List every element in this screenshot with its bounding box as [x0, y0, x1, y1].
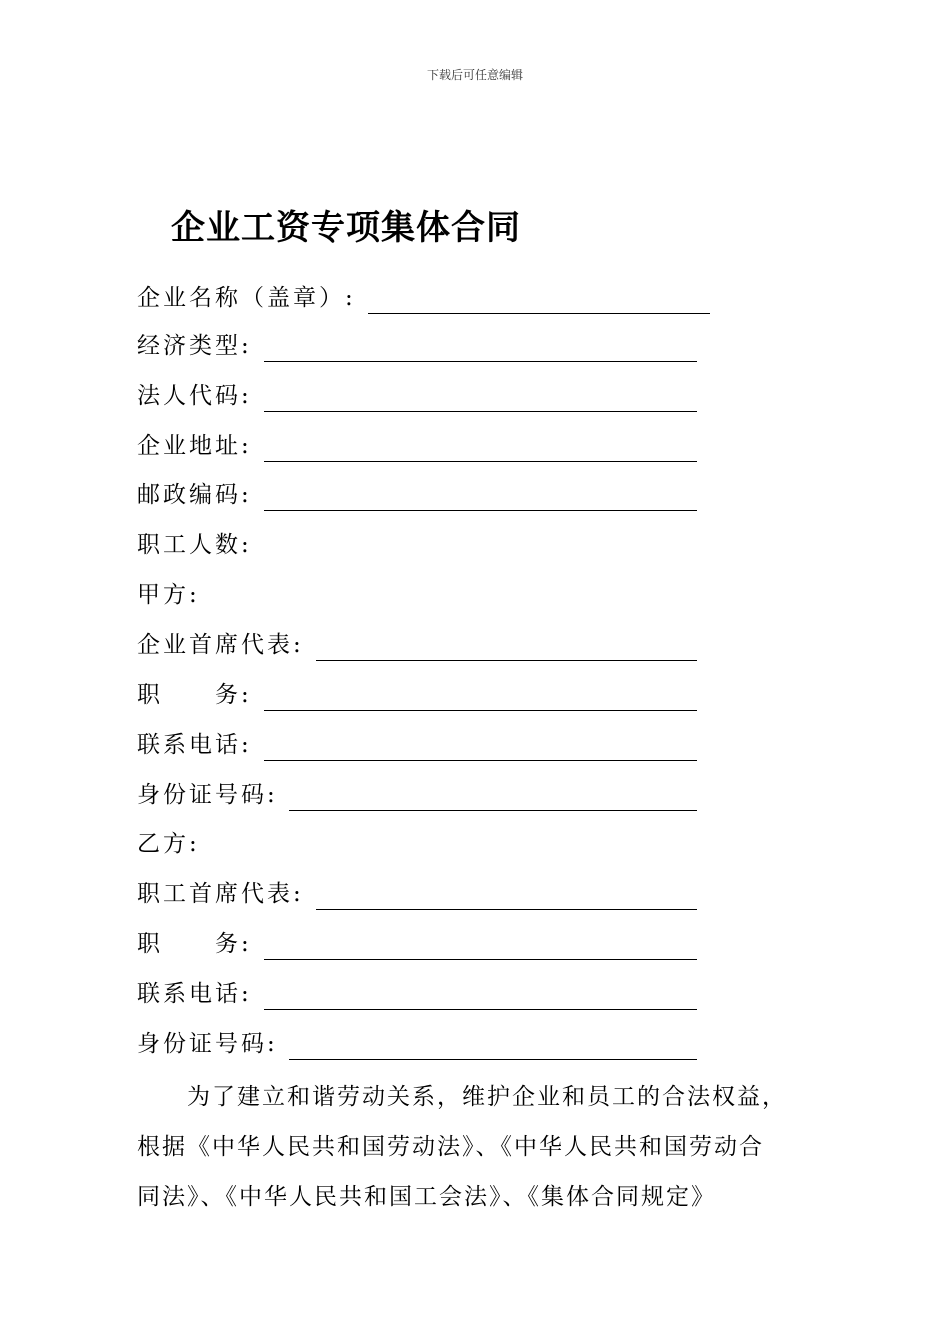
party-b-heading: 乙方:: [137, 831, 200, 857]
field-a-chief-rep: [137, 625, 837, 661]
field-b-phone: [137, 974, 837, 1010]
a-phone-blank[interactable]: [264, 760, 697, 761]
b-chief-rep-blank[interactable]: [316, 909, 697, 910]
b-phone-blank[interactable]: [264, 1009, 697, 1010]
field-company-address: [137, 426, 837, 462]
postal-code-blank[interactable]: [264, 510, 697, 511]
body-paragraph-line: 为了建立和谐劳动关系，维护企业和员工的合法权益，: [137, 1084, 787, 1110]
b-position-blank[interactable]: [264, 959, 697, 960]
field-b-position: [137, 924, 837, 960]
field-employee-count: [137, 525, 837, 561]
company-name-blank[interactable]: [368, 313, 710, 314]
field-legal-code: [137, 376, 837, 412]
field-label: 法人代码:: [137, 383, 252, 409]
field-label: 身份证号码:: [137, 782, 278, 808]
field-economic-type: [137, 326, 837, 362]
header-note: 下载后可任意编辑: [426, 68, 523, 82]
a-id-number-blank[interactable]: [289, 810, 697, 811]
field-company-name: [137, 278, 837, 314]
field-label: 职工人数:: [137, 532, 252, 558]
field-label: 职 务:: [137, 931, 252, 957]
body-paragraph-line: 同法》、《中华人民共和国工会法》、《集体合同规定》: [137, 1184, 716, 1210]
field-a-id-number: [137, 775, 837, 811]
document-title: 企业工资专项集体合同: [171, 208, 521, 248]
field-label: 企业地址:: [137, 433, 252, 459]
a-chief-rep-blank[interactable]: [316, 660, 697, 661]
a-position-blank[interactable]: [264, 710, 697, 711]
field-label: 经济类型:: [137, 333, 252, 359]
field-label: 联系电话:: [137, 732, 252, 758]
body-paragraph-line: 根据《中华人民共和国劳动法》、《中华人民共和国劳动合: [137, 1134, 764, 1160]
field-postal-code: [137, 475, 837, 511]
field-label: 企业名称（盖章）:: [137, 285, 356, 311]
party-a-heading-row: [137, 575, 837, 611]
field-label: 邮政编码:: [137, 482, 252, 508]
economic-type-blank[interactable]: [264, 361, 697, 362]
field-b-id-number: [137, 1024, 837, 1060]
party-b-heading-row: [137, 824, 837, 860]
field-a-position: [137, 675, 837, 711]
field-label: 职 务:: [137, 682, 252, 708]
company-address-blank[interactable]: [264, 461, 697, 462]
b-id-number-blank[interactable]: [289, 1059, 697, 1060]
field-label: 企业首席代表:: [137, 632, 304, 658]
field-b-chief-rep: [137, 874, 837, 910]
field-a-phone: [137, 725, 837, 761]
party-a-heading: 甲方:: [137, 582, 200, 608]
field-label: 联系电话:: [137, 981, 252, 1007]
legal-code-blank[interactable]: [264, 411, 697, 412]
field-label: 职工首席代表:: [137, 881, 304, 907]
field-label: 身份证号码:: [137, 1031, 278, 1057]
